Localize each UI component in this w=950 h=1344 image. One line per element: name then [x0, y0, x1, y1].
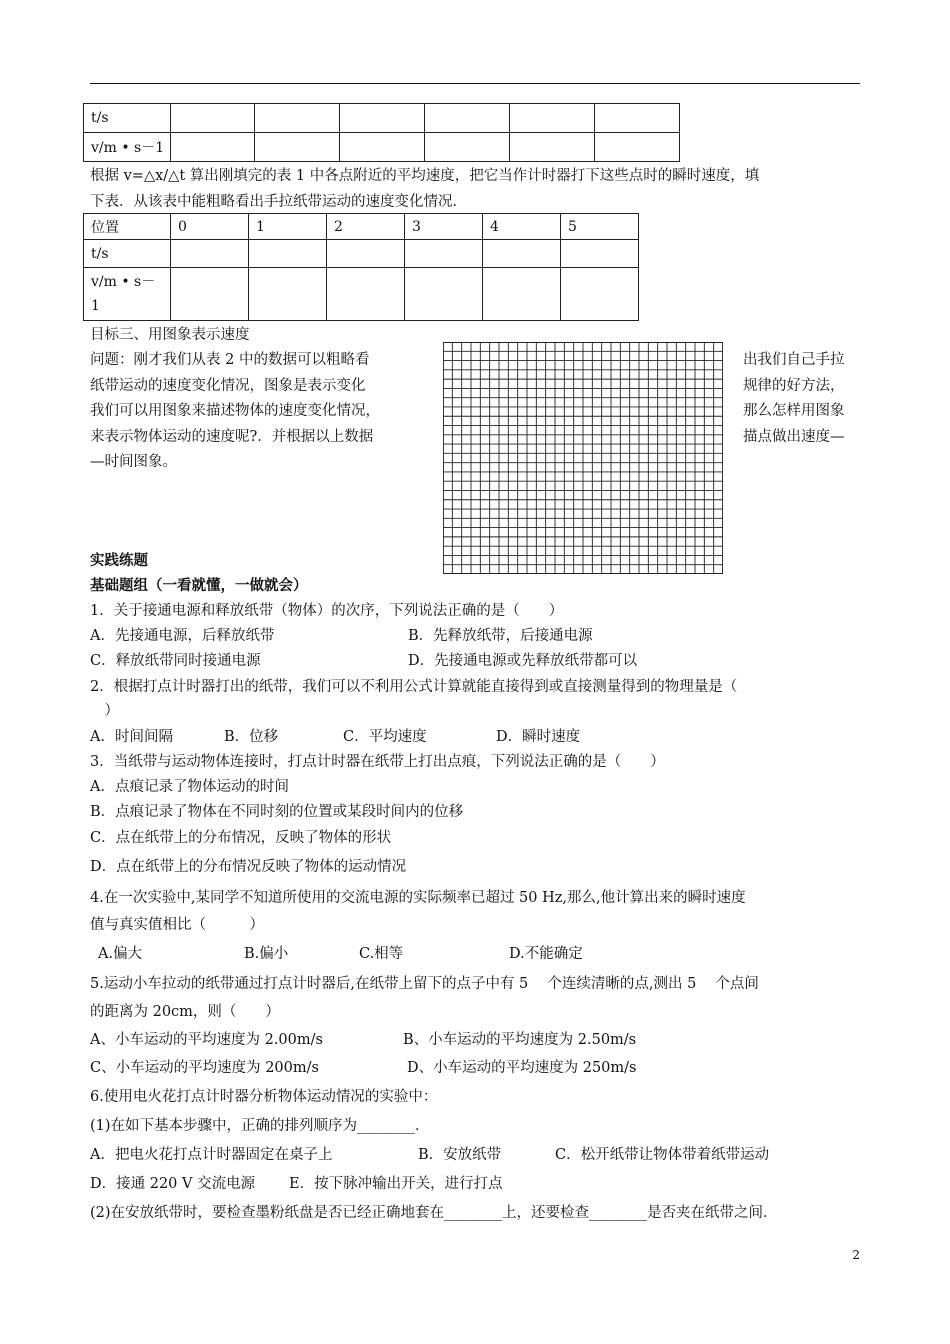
q3-option-c[interactable]: C．点在纸带上的分布情况，反映了物体的形状: [90, 830, 392, 846]
graph-paper-grid[interactable]: [443, 342, 723, 574]
q4-stem-line: 4.在一次实验中,某同学不知道所使用的交流电源的实际频率已超过 50 Hz,那么,他计算出来的瞬时速度: [90, 890, 746, 906]
question-line: 我们可以用图象来描述物体的速度变化情况，: [90, 403, 380, 419]
q3-option-a[interactable]: A．点痕记录了物体运动的时间: [90, 779, 289, 795]
table-cell[interactable]: [340, 133, 425, 162]
table-cell[interactable]: [340, 104, 425, 133]
q4-option-a[interactable]: A.偏大: [98, 946, 143, 962]
table-cell: t/s: [84, 104, 171, 133]
q6-step-e: E．按下脉冲输出开关，进行打点: [289, 1176, 503, 1192]
table-header-cell: 2: [327, 214, 405, 240]
table-cell: v/m • s－1: [84, 133, 171, 162]
header-rule: [90, 83, 860, 84]
table-row: [84, 240, 639, 268]
q5-stem-line: 5.运动小车拉动的纸带通过打点计时器后,在纸带上留下的点子中有 5 个连续清晰的点,测出 5 个点间: [90, 976, 759, 992]
q2-stem-line: ）: [90, 703, 119, 719]
q6-step-b: B．安放纸带: [418, 1147, 502, 1163]
table-row: [84, 214, 639, 240]
table-cell[interactable]: [561, 268, 639, 321]
table-header-cell: 1: [249, 214, 327, 240]
table-cell[interactable]: [483, 268, 561, 321]
table-cell[interactable]: [171, 240, 249, 268]
table-row: [84, 133, 680, 162]
question-line: 来表示物体运动的速度呢?．并根据以上数据: [90, 429, 374, 445]
table-header-cell: 0: [171, 214, 249, 240]
q6-step-c: C．松开纸带让物体带着纸带运动: [555, 1147, 770, 1163]
table-cell[interactable]: [595, 133, 680, 162]
question-line: 那么怎样用图象: [743, 403, 845, 419]
section-title-goal3: 目标三、用图象表示速度: [90, 327, 250, 343]
table-cell[interactable]: [595, 104, 680, 133]
table-cell[interactable]: [405, 268, 483, 321]
table-cell[interactable]: [425, 104, 510, 133]
question-line: 问题：刚才我们从表 2 中的数据可以粗略看: [90, 352, 370, 368]
table-2: [83, 213, 639, 321]
table-cell[interactable]: [255, 133, 340, 162]
q4-option-b[interactable]: B.偏小: [244, 946, 289, 962]
q5-stem-line: 的距离为 20cm，则（ ）: [90, 1004, 280, 1020]
table-cell[interactable]: [171, 133, 255, 162]
q2-option-d[interactable]: D．瞬时速度: [496, 729, 581, 745]
q1-option-d[interactable]: D．先接通电源或先释放纸带都可以: [408, 653, 638, 669]
table-cell: [84, 268, 171, 321]
table-cell-line: v/m • s－: [91, 274, 156, 290]
q3-option-b[interactable]: B．点痕记录了物体在不同时刻的位置或某段时间内的位移: [90, 804, 464, 820]
q6-step-d: D．接通 220 V 交流电源: [90, 1176, 256, 1192]
q4-option-c[interactable]: C.相等: [359, 946, 404, 962]
table-cell[interactable]: [255, 104, 340, 133]
practice-title: 实践练题: [90, 552, 148, 569]
question-line: 规律的好方法，: [743, 378, 845, 394]
q1-option-a[interactable]: A．先接通电源，后释放纸带: [90, 628, 275, 644]
table-row: [84, 104, 680, 133]
table-cell[interactable]: [171, 268, 249, 321]
question-line: 描点做出速度—: [743, 429, 845, 445]
table-cell[interactable]: [249, 268, 327, 321]
table-header-cell: 位置: [84, 214, 171, 240]
q3-option-d[interactable]: D．点在纸带上的分布情况反映了物体的运动情况: [90, 859, 407, 875]
table-cell[interactable]: [510, 133, 595, 162]
q6-part2: (2)在安放纸带时，要检查墨粉纸盘是否已经正确地套在________上，还要检查________是否夹在纸带之间．: [90, 1205, 778, 1221]
table-header-cell: 3: [405, 214, 483, 240]
q6-step-a: A．把电火花打点计时器固定在桌子上: [90, 1147, 333, 1163]
table-cell[interactable]: [249, 240, 327, 268]
paragraph-line: 下表．从该表中能粗略看出手拉纸带运动的速度变化情况．: [90, 194, 467, 210]
table-cell[interactable]: [405, 240, 483, 268]
q5-option-d[interactable]: D、小车运动的平均速度为 250m/s: [407, 1060, 637, 1076]
q2-stem-line: 2．根据打点计时器打出的纸带，我们可以不利用公式计算就能直接得到或直接测量得到的物理量是（: [90, 679, 738, 695]
table-cell[interactable]: [425, 133, 510, 162]
table-cell-line: 1: [91, 298, 100, 314]
q3-stem: 3．当纸带与运动物体连接时，打点计时器在纸带上打出点痕，下列说法正确的是（ ）: [90, 754, 665, 770]
q4-stem-line: 值与真实值相比（ ）: [90, 917, 264, 933]
q4-option-d[interactable]: D.不能确定: [509, 946, 583, 962]
question-line: 纸带运动的速度变化情况，图象是表示变化: [90, 378, 366, 394]
table-1: [83, 103, 680, 162]
table-cell[interactable]: [327, 240, 405, 268]
q2-option-b[interactable]: B．位移: [224, 729, 279, 745]
q6-part1: (1)在如下基本步骤中，正确的排列顺序为________．: [90, 1118, 430, 1134]
paragraph-line: 根据 v=△x/△t 算出刚填完的表 1 中各点附近的平均速度，把它当作计时器打下这些点时的瞬时速度，填: [90, 168, 760, 184]
table-cell: t/s: [84, 240, 171, 268]
table-cell[interactable]: [327, 268, 405, 321]
q5-option-a[interactable]: A、小车运动的平均速度为 2.00m/s: [90, 1032, 323, 1048]
table-cell[interactable]: [510, 104, 595, 133]
question-line: —时间图象。: [90, 454, 177, 470]
q2-option-a[interactable]: A．时间间隔: [90, 729, 173, 745]
page-number: 2: [852, 1248, 860, 1262]
table-cell[interactable]: [561, 240, 639, 268]
q5-option-c[interactable]: C、小车运动的平均速度为 200m/s: [90, 1060, 319, 1076]
q2-option-c[interactable]: C．平均速度: [343, 729, 427, 745]
table-cell[interactable]: [171, 104, 255, 133]
q1-option-c[interactable]: C．释放纸带同时接通电源: [90, 653, 261, 669]
q1-stem: 1．关于接通电源和释放纸带（物体）的次序，下列说法正确的是（ ）: [90, 603, 564, 619]
question-line: 出我们自己手拉: [743, 352, 845, 368]
table-header-cell: 4: [483, 214, 561, 240]
table-header-cell: 5: [561, 214, 639, 240]
q1-option-b[interactable]: B．先释放纸带，后接通电源: [408, 628, 593, 644]
basic-group-title: 基础题组（一看就懂，一做就会）: [90, 577, 308, 594]
table-row: [84, 268, 639, 321]
q6-stem: 6.使用电火花打点计时器分析物体运动情况的实验中：: [90, 1089, 438, 1105]
table-cell[interactable]: [483, 240, 561, 268]
q5-option-b[interactable]: B、小车运动的平均速度为 2.50m/s: [403, 1032, 637, 1048]
